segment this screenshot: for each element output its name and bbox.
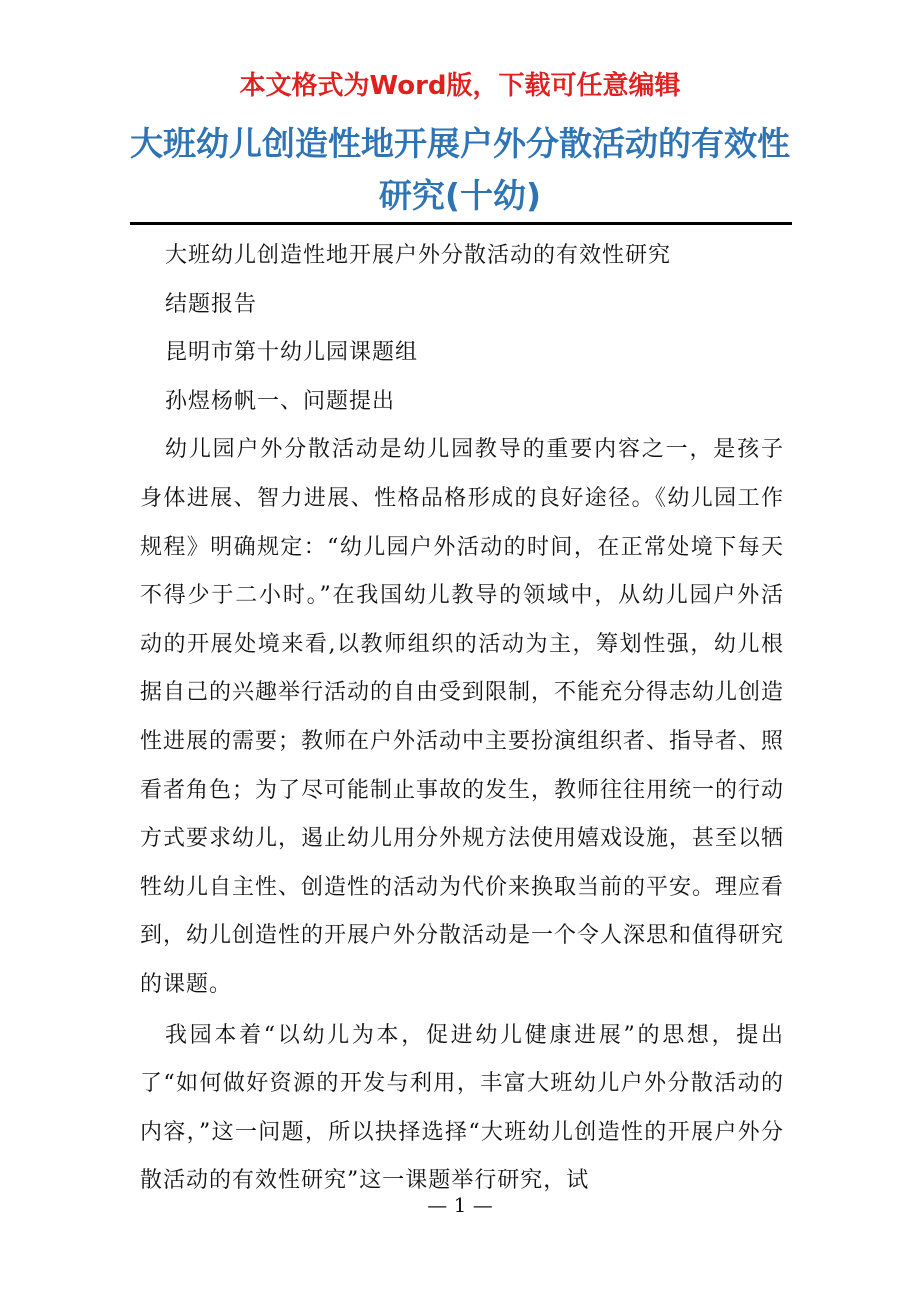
body-line-report: 结题报告 (165, 291, 258, 317)
body-line-authors: 孙煜杨帆一、问题提出 (165, 388, 396, 414)
format-notice: 本文格式为Word版，下载可任意编辑 (239, 71, 681, 101)
title-divider (130, 222, 792, 225)
body-paragraph: 我园本着“以幼儿为本，促进幼儿健康进展”的思想，提出了“如何做好资源的开发与利用，丰富大班幼儿户外分散活动的内容，”这一问题，所以抉择选择“大班幼儿创造性的开展户外分散活动的有效性研究”这一课题举行研究，试 (140, 1022, 784, 1194)
body-line-subtitle: 大班幼儿创造性地开展户外分散活动的有效性研究 (165, 243, 672, 268)
body-line-group: 昆明市第十幼儿园课题组 (165, 340, 419, 366)
page-number: — 1 — (427, 1193, 493, 1217)
body-paragraph: 幼儿园户外分散活动是幼儿园教导的重要内容之一，是孩子身体进展、智力进展、性格品格形成的良好途径。《幼儿园工作规程》明确规定：“幼儿园户外活动的时间，在正常处境下每天不得少于二小时。”在我国幼儿教导的领域中，从幼儿园户外活动的开展处境来看,以教师组织的活动为主，筹划性强，幼儿根据自己的兴趣举行活动的自由受到限制，不能充分得志幼儿创造性进展的需要；教师在户外活动中主要扮演组织者、指导者、照看者角色；为了尽可能制止事故的发生，教师往往用统一的行动方式要求幼儿，遏止幼儿用分外规方法使用嬉戏设施，甚至以牺牲幼儿自主性、创造性的活动为代价来换取当前的平安。理应看到，幼儿创造性的开展户外分散活动是一个令人深思和值得研究的课题。 (140, 437, 785, 997)
document-body (140, 232, 784, 1206)
document-title: 大班幼儿创造性地开展户外分散活动的有效性研究(十幼) (130, 124, 790, 215)
